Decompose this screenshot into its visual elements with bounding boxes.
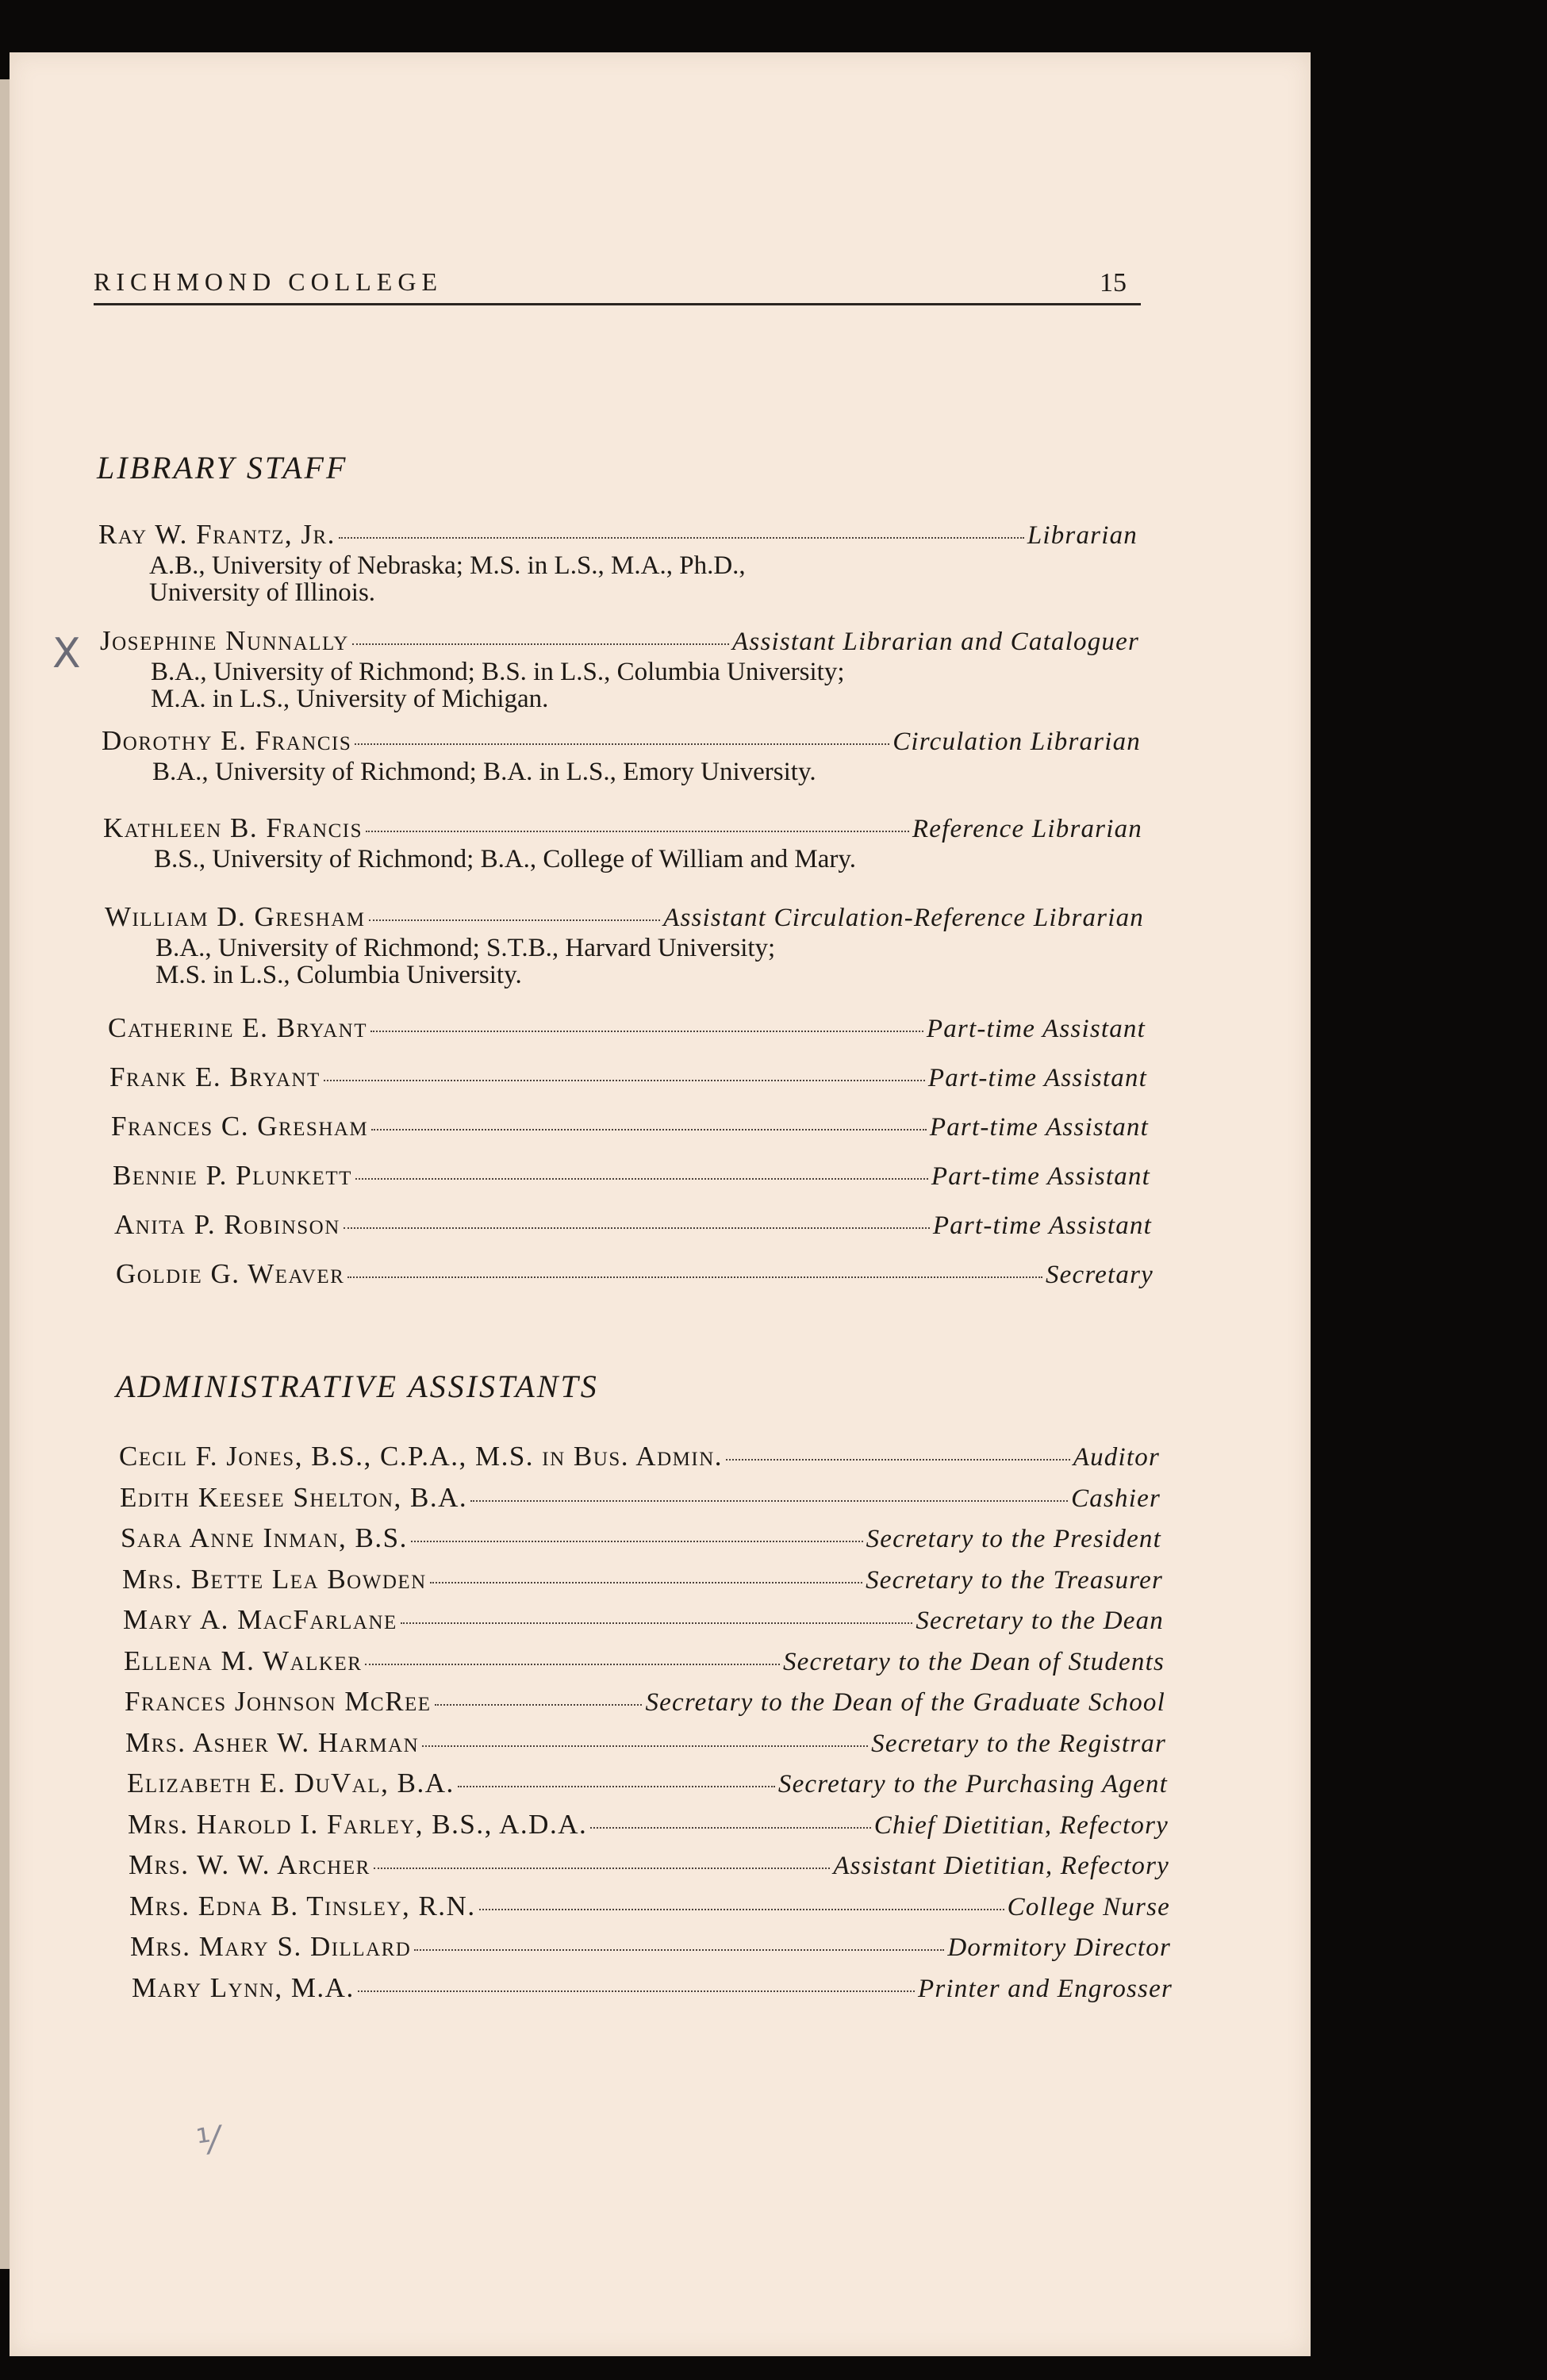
staff-entry [111,1111,1149,1142]
entry-leader-line [122,1564,1163,1595]
credentials-line: B.A., University of Richmond; B.S. in L.S., Columbia University; [151,658,845,686]
dot-leader [401,1622,913,1624]
dot-leader [365,1664,780,1665]
dot-leader [479,1909,1004,1910]
dot-leader [324,1080,925,1081]
entry-leader-line [120,1482,1161,1514]
staff-role: Chief Dietitian, Refectory [873,1810,1169,1840]
staff-name: Mrs. Bette Lea Bowden [122,1563,427,1595]
staff-name: Cecil F. Jones, B.S., C.P.A., M.S. in Bus. Admin. [119,1441,723,1472]
staff-name: Dorothy E. Francis [102,725,352,756]
staff-name: Mrs. Harold I. Farley, B.S., A.D.A. [128,1808,588,1840]
staff-name: Edith Keesee Shelton, B.A. [120,1481,468,1513]
handwritten-x-mark: X [52,630,81,678]
administrative-assistants-heading: ADMINISTRATIVE ASSISTANTS [116,1368,599,1404]
credentials-line: A.B., University of Nebraska; M.S. in L.S., M.A., Ph.D., [149,551,746,580]
staff-name: Josephine Nunnally [100,625,349,656]
entry-leader-line [125,1686,1165,1718]
staff-entry [123,1604,1164,1636]
dot-leader [347,1276,1042,1278]
staff-name: William D. Gresham [105,901,366,932]
staff-name: Catherine E. Bryant [108,1012,367,1043]
staff-credentials [100,658,1139,712]
staff-credentials [98,552,1138,606]
entry-leader-line [129,1891,1170,1922]
staff-name: Sara Anne Inman, B.S. [121,1522,408,1553]
credentials-line: B.S., University of Richmond; B.A., College of William and Mary. [154,845,857,873]
entry-leader-line [113,1160,1150,1192]
staff-name: Elizabeth E. DuVal, B.A. [127,1768,455,1798]
pencil-mark: ⅟ [194,2118,221,2164]
staff-entry [130,1931,1171,1963]
staff-role: Secretary [1045,1261,1154,1289]
staff-entry [125,1727,1166,1759]
staff-role: Part-time Assistant [929,1113,1149,1142]
entry-leader-line [125,1727,1166,1759]
staff-entry [108,1012,1146,1044]
staff-name: Frances C. Gresham [111,1111,369,1142]
staff-entry [125,1686,1165,1718]
credentials-line: University of Illinois. [149,578,376,607]
dot-leader [470,1500,1068,1502]
staff-role: Cashier [1071,1484,1161,1513]
staff-entry [105,901,1144,988]
entry-leader-line [132,1972,1173,2004]
staff-entry [109,1061,1147,1093]
staff-name: Mary Lynn, M.A. [132,1971,355,2003]
staff-name: Mrs. Asher W. Harman [125,1726,420,1758]
dot-leader [370,1031,923,1032]
staff-entry [98,519,1138,606]
entry-leader-line [114,1209,1152,1241]
staff-role: Auditor [1073,1443,1160,1472]
staff-name: Bennie P. Plunkett [113,1160,352,1191]
staff-name: Frances Johnson McRee [125,1686,432,1717]
staff-name: Ray W. Frantz, Jr. [98,519,336,550]
entry-leader-line [109,1061,1147,1093]
dot-leader [358,1990,915,1992]
entry-leader-line [105,901,1144,933]
dot-leader [430,1582,862,1583]
staff-entry [129,1891,1170,1922]
entry-leader-line [127,1768,1168,1799]
staff-entry [102,725,1141,785]
entry-leader-line [128,1809,1169,1841]
staff-entry [132,1972,1173,2004]
staff-role: Librarian [1027,521,1138,550]
staff-role: Part-time Assistant [931,1162,1150,1191]
credentials-line: B.A., University of Richmond; B.A. in L.S., Emory University. [152,758,816,786]
dot-leader [355,743,889,745]
dot-leader [344,1227,930,1229]
entry-leader-line [102,725,1141,757]
dot-leader [371,1129,927,1130]
staff-entry [124,1645,1165,1677]
dot-leader [374,1868,831,1869]
dot-leader [422,1745,868,1747]
staff-role: Secretary to the President [866,1525,1161,1553]
dot-leader [414,1949,944,1951]
staff-entry [122,1564,1163,1595]
dot-leader [435,1704,643,1706]
dot-leader [339,537,1024,539]
staff-entry [121,1522,1161,1554]
staff-name: Anita P. Robinson [114,1209,340,1240]
staff-role: Assistant Circulation-Reference Librarian [663,904,1144,932]
staff-name: Mrs. Edna B. Tinsley, R.N. [129,1890,476,1921]
staff-name: Ellena M. Walker [124,1645,363,1676]
entry-leader-line [129,1849,1169,1881]
staff-role: Secretary to the Dean of Students [782,1647,1165,1676]
staff-role: Circulation Librarian [892,727,1141,756]
staff-credentials [103,846,1142,873]
staff-entry [114,1209,1152,1241]
entry-leader-line [98,519,1138,551]
staff-role: Dormitory Director [947,1933,1171,1962]
staff-role: Secretary to the Dean of the Graduate School [645,1688,1165,1717]
dot-leader [355,1178,928,1180]
staff-entry [127,1768,1168,1799]
staff-role: Assistant Dietitian, Refectory [833,1852,1169,1880]
dot-leader [590,1827,871,1829]
staff-role: Reference Librarian [912,815,1142,843]
credentials-line: B.A., University of Richmond; S.T.B., Harvard University; [155,934,776,962]
entry-leader-line [100,625,1139,657]
credentials-line: M.A. in L.S., University of Michigan. [151,685,549,713]
dot-leader [369,919,661,921]
page-number: 15 [1100,268,1127,298]
staff-name: Mrs. W. W. Archer [129,1849,370,1880]
entry-leader-line [116,1258,1154,1290]
staff-entry [116,1258,1154,1290]
staff-role: Part-time Assistant [926,1015,1146,1043]
book-page [10,52,1311,2356]
entry-leader-line [130,1931,1171,1963]
staff-role: Printer and Engrosser [918,1974,1173,2003]
staff-role: Secretary to the Registrar [871,1729,1166,1758]
dot-leader [411,1541,863,1542]
entry-leader-line [124,1645,1165,1677]
staff-name: Kathleen B. Francis [103,812,363,843]
running-title: RICHMOND COLLEGE [94,267,443,296]
staff-entry [100,625,1139,712]
library-staff-heading: LIBRARY STAFF [97,450,348,486]
staff-role: Secretary to the Purchasing Agent [777,1770,1168,1798]
staff-role: Secretary to the Dean [916,1606,1164,1635]
entry-leader-line [108,1012,1146,1044]
staff-entry [128,1809,1169,1841]
staff-role: Secretary to the Treasurer [866,1565,1163,1595]
dot-leader [458,1786,775,1787]
staff-role: College Nurse [1007,1892,1170,1921]
staff-role: Part-time Assistant [927,1064,1147,1092]
staff-entry [113,1160,1150,1192]
page-binding-edge [0,79,10,2269]
dot-leader [352,643,729,645]
entry-leader-line [121,1522,1161,1554]
credentials-line: M.S. in L.S., Columbia University. [155,961,522,989]
staff-name: Mary A. MacFarlane [123,1604,397,1635]
entry-leader-line [103,812,1142,844]
entry-leader-line [123,1604,1164,1636]
running-head [94,257,1141,305]
staff-entry [120,1482,1161,1514]
entry-leader-line [119,1441,1160,1472]
staff-entry [103,812,1142,873]
staff-role: Part-time Assistant [932,1211,1152,1240]
dot-leader [366,831,909,832]
staff-role: Assistant Librarian and Cataloguer [732,628,1139,656]
staff-entry [119,1441,1160,1472]
staff-credentials [105,935,1144,988]
staff-entry [129,1849,1169,1881]
staff-credentials [102,758,1141,785]
staff-name: Frank E. Bryant [109,1061,321,1092]
entry-leader-line [111,1111,1149,1142]
staff-name: Goldie G. Weaver [116,1258,345,1289]
dot-leader [726,1459,1070,1461]
staff-name: Mrs. Mary S. Dillard [130,1931,412,1962]
